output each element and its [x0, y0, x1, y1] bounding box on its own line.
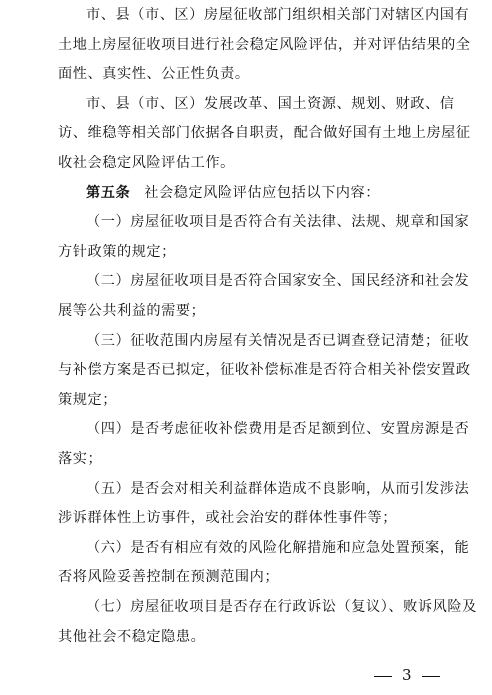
text-line: 落实；	[58, 451, 103, 467]
text-line: （四）是否考虑征收补偿费用是否足额到位、安置房源是否	[86, 421, 470, 438]
footer-dash-right	[422, 676, 440, 677]
article-heading: 第五条	[86, 184, 131, 201]
page-footer	[374, 664, 464, 686]
text-line: （一）房屋征收项目是否符合有关法律、法规、规章和国家	[86, 214, 470, 231]
text-line: 与补偿方案是否已拟定，征收补偿标准是否符合相关补偿安置政	[58, 362, 471, 379]
text-line	[86, 182, 380, 204]
article-text: 社会稳定风险评估应包括以下内容：	[144, 184, 381, 201]
text-line: 策规定；	[58, 391, 117, 408]
text-line: 其他社会不稳定隐患。	[58, 628, 206, 645]
text-line: （六）是否有相应有效的风险化解措施和应急处置预案，能	[86, 539, 470, 556]
text-line: 展等公共利益的需要；	[58, 303, 206, 319]
text-line: 收社会稳定风险评估工作。	[58, 155, 235, 171]
text-line: （二）房屋征收项目是否符合国家安全、国民经济和社会发	[86, 273, 470, 290]
text-line: 市、县（市、区）房屋征收部门组织相关部门对辖区内国有	[86, 7, 470, 23]
footer-dash-left	[374, 676, 392, 677]
text-line: 土地上房屋征收项目进行社会稳定风险评估，并对评估结果的全	[58, 36, 471, 53]
text-line: （三）征收范围内房屋有关情况是否已调查登记清楚；征收	[86, 332, 470, 349]
text-line: 面性、真实性、公正性负责。	[58, 66, 250, 83]
text-line: 访、维稳等相关部门依据各自职责，配合做好国有土地上房屋征	[58, 125, 471, 142]
text-line: 否将风险妥善控制在预测范围内；	[58, 569, 280, 586]
text-line: 方针政策的规定；	[58, 243, 176, 260]
text-line: 市、县（市、区）发展改革、国土资源、规划、财政、信	[86, 95, 455, 112]
page-number: 3	[402, 666, 412, 684]
text-line: 涉诉群体性上访事件，或社会治安的群体性事件等；	[58, 510, 397, 527]
text-line: （七）房屋征收项目是否存在行政诉讼（复议）、败诉风险及	[86, 599, 477, 615]
text-line: （五）是否会对相关利益群体造成不良影响，从而引发涉法	[86, 480, 470, 497]
